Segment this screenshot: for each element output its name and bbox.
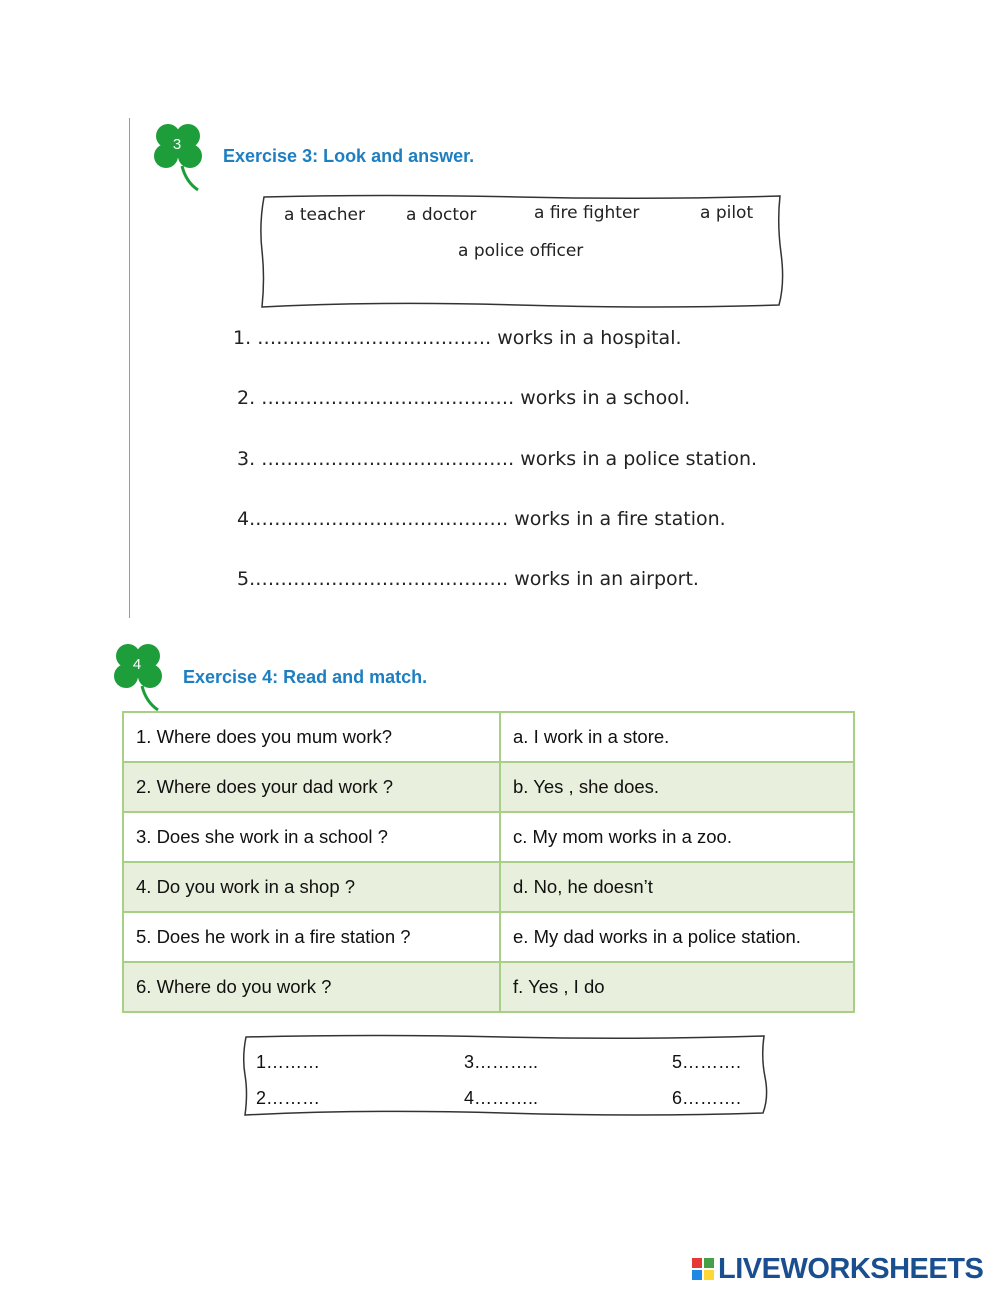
question-1[interactable]: 1. ………………………………. works in a hospital. bbox=[233, 327, 682, 349]
match-question: 6. Where do you work ? bbox=[123, 962, 500, 1012]
clover-icon-3 bbox=[152, 122, 216, 194]
match-answer: f. Yes , I do bbox=[500, 962, 854, 1012]
clover-icon-4 bbox=[112, 642, 176, 714]
liveworksheets-logo bbox=[692, 1252, 983, 1286]
match-question: 2. Where does your dad work ? bbox=[123, 762, 500, 812]
question-2[interactable]: 2. …………………………………. works in a school. bbox=[237, 387, 691, 409]
table-row bbox=[123, 812, 854, 862]
table-row bbox=[123, 862, 854, 912]
question-3[interactable]: 3. …………………………………. works in a police station. bbox=[237, 448, 758, 470]
word-pilot: a pilot bbox=[700, 203, 754, 223]
word-doctor: a doctor bbox=[406, 205, 477, 225]
match-answer: c. My mom works in a zoo. bbox=[500, 812, 854, 862]
exercise-4-title: Exercise 4: Read and match. bbox=[183, 667, 428, 687]
exercise-3-title: Exercise 3: Look and answer. bbox=[223, 146, 475, 166]
answer-slot-4[interactable]: 4……….. bbox=[464, 1088, 539, 1108]
word-police-officer: a police officer bbox=[458, 241, 584, 261]
logo-tile bbox=[692, 1270, 702, 1280]
question-5[interactable]: 5.…………………………………. works in an airport. bbox=[237, 568, 699, 590]
match-question: 3. Does she work in a school ? bbox=[123, 812, 500, 862]
answer-slot-5[interactable]: 5………. bbox=[672, 1052, 742, 1072]
logo-text: LIVEWORKSHEETS bbox=[718, 1252, 984, 1285]
word-fire-fighter: a fire fighter bbox=[534, 203, 640, 223]
answer-slot-3[interactable]: 3……….. bbox=[464, 1052, 539, 1072]
match-question: 4. Do you work in a shop ? bbox=[123, 862, 500, 912]
word-bank-box bbox=[258, 193, 784, 311]
table-row bbox=[123, 912, 854, 962]
match-answer: b. Yes , she does. bbox=[500, 762, 854, 812]
table-row bbox=[123, 762, 854, 812]
match-answer: d. No, he doesn’t bbox=[500, 862, 854, 912]
match-table bbox=[122, 711, 855, 1013]
answer-slot-1[interactable]: 1……… bbox=[256, 1052, 321, 1072]
match-question: 5. Does he work in a fire station ? bbox=[123, 912, 500, 962]
match-answer: a. I work in a store. bbox=[500, 712, 854, 762]
table-row bbox=[123, 962, 854, 1012]
exercise-number: 3 bbox=[172, 136, 182, 153]
exercise-number: 4 bbox=[132, 656, 142, 673]
match-answer: e. My dad works in a police station. bbox=[500, 912, 854, 962]
logo-tile bbox=[704, 1258, 714, 1268]
match-question: 1. Where does you mum work? bbox=[123, 712, 500, 762]
answer-slot-6[interactable]: 6………. bbox=[672, 1088, 742, 1108]
answer-slot-2[interactable]: 2……… bbox=[256, 1088, 321, 1108]
logo-tile bbox=[692, 1258, 702, 1268]
answer-box bbox=[242, 1033, 768, 1119]
logo-tiles-icon bbox=[692, 1258, 714, 1280]
table-row bbox=[123, 712, 854, 762]
logo-tile bbox=[704, 1270, 714, 1280]
margin-line bbox=[129, 118, 130, 618]
question-4[interactable]: 4.…………………………………. works in a fire station. bbox=[237, 508, 726, 530]
word-teacher: a teacher bbox=[284, 205, 365, 225]
